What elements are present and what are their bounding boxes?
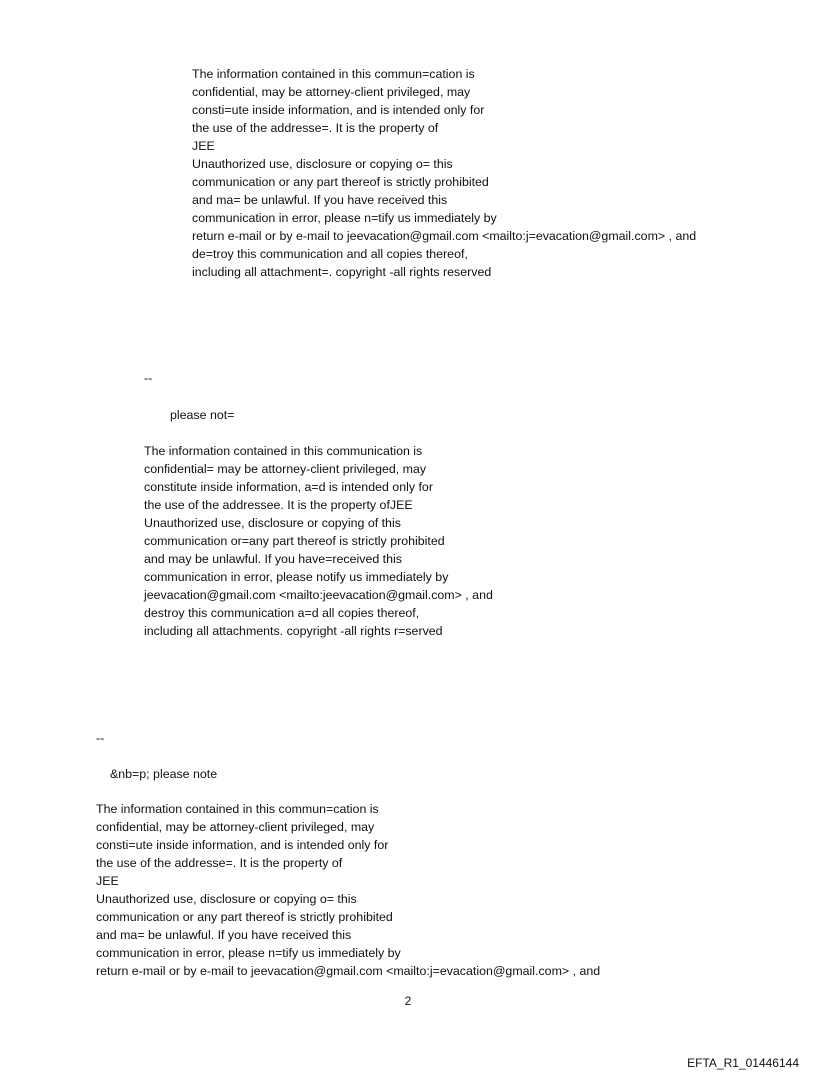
signature-separator-2: --	[96, 731, 105, 745]
disclaimer-line: JEE	[192, 139, 215, 153]
disclaimer-line: and ma= be unlawful. If you have received this	[96, 928, 352, 942]
disclaimer-line: The information contained in this commun=cation is	[96, 802, 379, 816]
disclaimer-line: the use of the addressee. It is the property ofJEE	[144, 498, 413, 512]
disclaimer-line: communication or=any part thereof is strictly prohibited	[144, 534, 445, 548]
disclaimer-line: de=troy this communication and all copies thereof,	[192, 247, 468, 261]
disclaimer-line: confidential, may be attorney-client privileged, may	[192, 85, 471, 99]
disclaimer-line: consti=ute inside information, and is intended only for	[96, 838, 389, 852]
disclaimer-line: including all attachment=. copyright -all rights reserved	[192, 265, 492, 279]
disclaimer-line: return e-mail or by e-mail to jeevacation@gmail.com <mailto:j=evacation@gmail.com> , and	[192, 229, 697, 243]
disclaimer-block-2	[144, 442, 493, 640]
disclaimer-block-1	[192, 65, 696, 281]
disclaimer-line: JEE	[96, 874, 119, 888]
disclaimer-line: destroy this communication a=d all copies thereof,	[144, 606, 420, 620]
page-number: 2	[404, 994, 412, 1008]
disclaimer-line: the use of the addresse=. It is the property of	[96, 856, 343, 870]
please-note-1: please not=	[170, 408, 235, 422]
disclaimer-block-3	[96, 800, 600, 980]
disclaimer-line: Unauthorized use, disclosure or copying of this	[144, 516, 401, 530]
disclaimer-line: communication in error, please notify us immediately by	[144, 570, 449, 584]
disclaimer-line: including all attachments. copyright -all rights r=served	[144, 624, 443, 638]
disclaimer-line: confidential= may be attorney-client privileged, may	[144, 462, 427, 476]
disclaimer-line: communication in error, please n=tify us immediately by	[192, 211, 497, 225]
disclaimer-line: and may be unlawful. If you have=received this	[144, 552, 402, 566]
disclaimer-line: communication or any part thereof is strictly prohibited	[96, 910, 393, 924]
disclaimer-line: The information contained in this commun=cation is	[192, 67, 475, 81]
disclaimer-line: consti=ute inside information, and is intended only for	[192, 103, 485, 117]
disclaimer-line: Unauthorized use, disclosure or copying o= this	[96, 892, 357, 906]
disclaimer-line: Unauthorized use, disclosure or copying o= this	[192, 157, 453, 171]
disclaimer-line: The information contained in this communication is	[144, 444, 423, 458]
disclaimer-line: constitute inside information, a=d is intended only for	[144, 480, 433, 494]
disclaimer-line: the use of the addresse=. It is the property of	[192, 121, 439, 135]
please-note-2: &nb=p; please note	[110, 767, 218, 781]
disclaimer-line: return e-mail or by e-mail to jeevacation@gmail.com <mailto:j=evacation@gmail.com> , and	[96, 964, 601, 978]
bates-number: EFTA_R1_01446144	[687, 1056, 799, 1070]
signature-separator-1: --	[144, 371, 153, 385]
disclaimer-line: jeevacation@gmail.com <mailto:jeevacation@gmail.com> , and	[144, 588, 493, 602]
disclaimer-line: confidential, may be attorney-client privileged, may	[96, 820, 375, 834]
disclaimer-line: communication in error, please n=tify us immediately by	[96, 946, 401, 960]
disclaimer-line: communication or any part thereof is strictly prohibited	[192, 175, 489, 189]
disclaimer-line: and ma= be unlawful. If you have received this	[192, 193, 448, 207]
